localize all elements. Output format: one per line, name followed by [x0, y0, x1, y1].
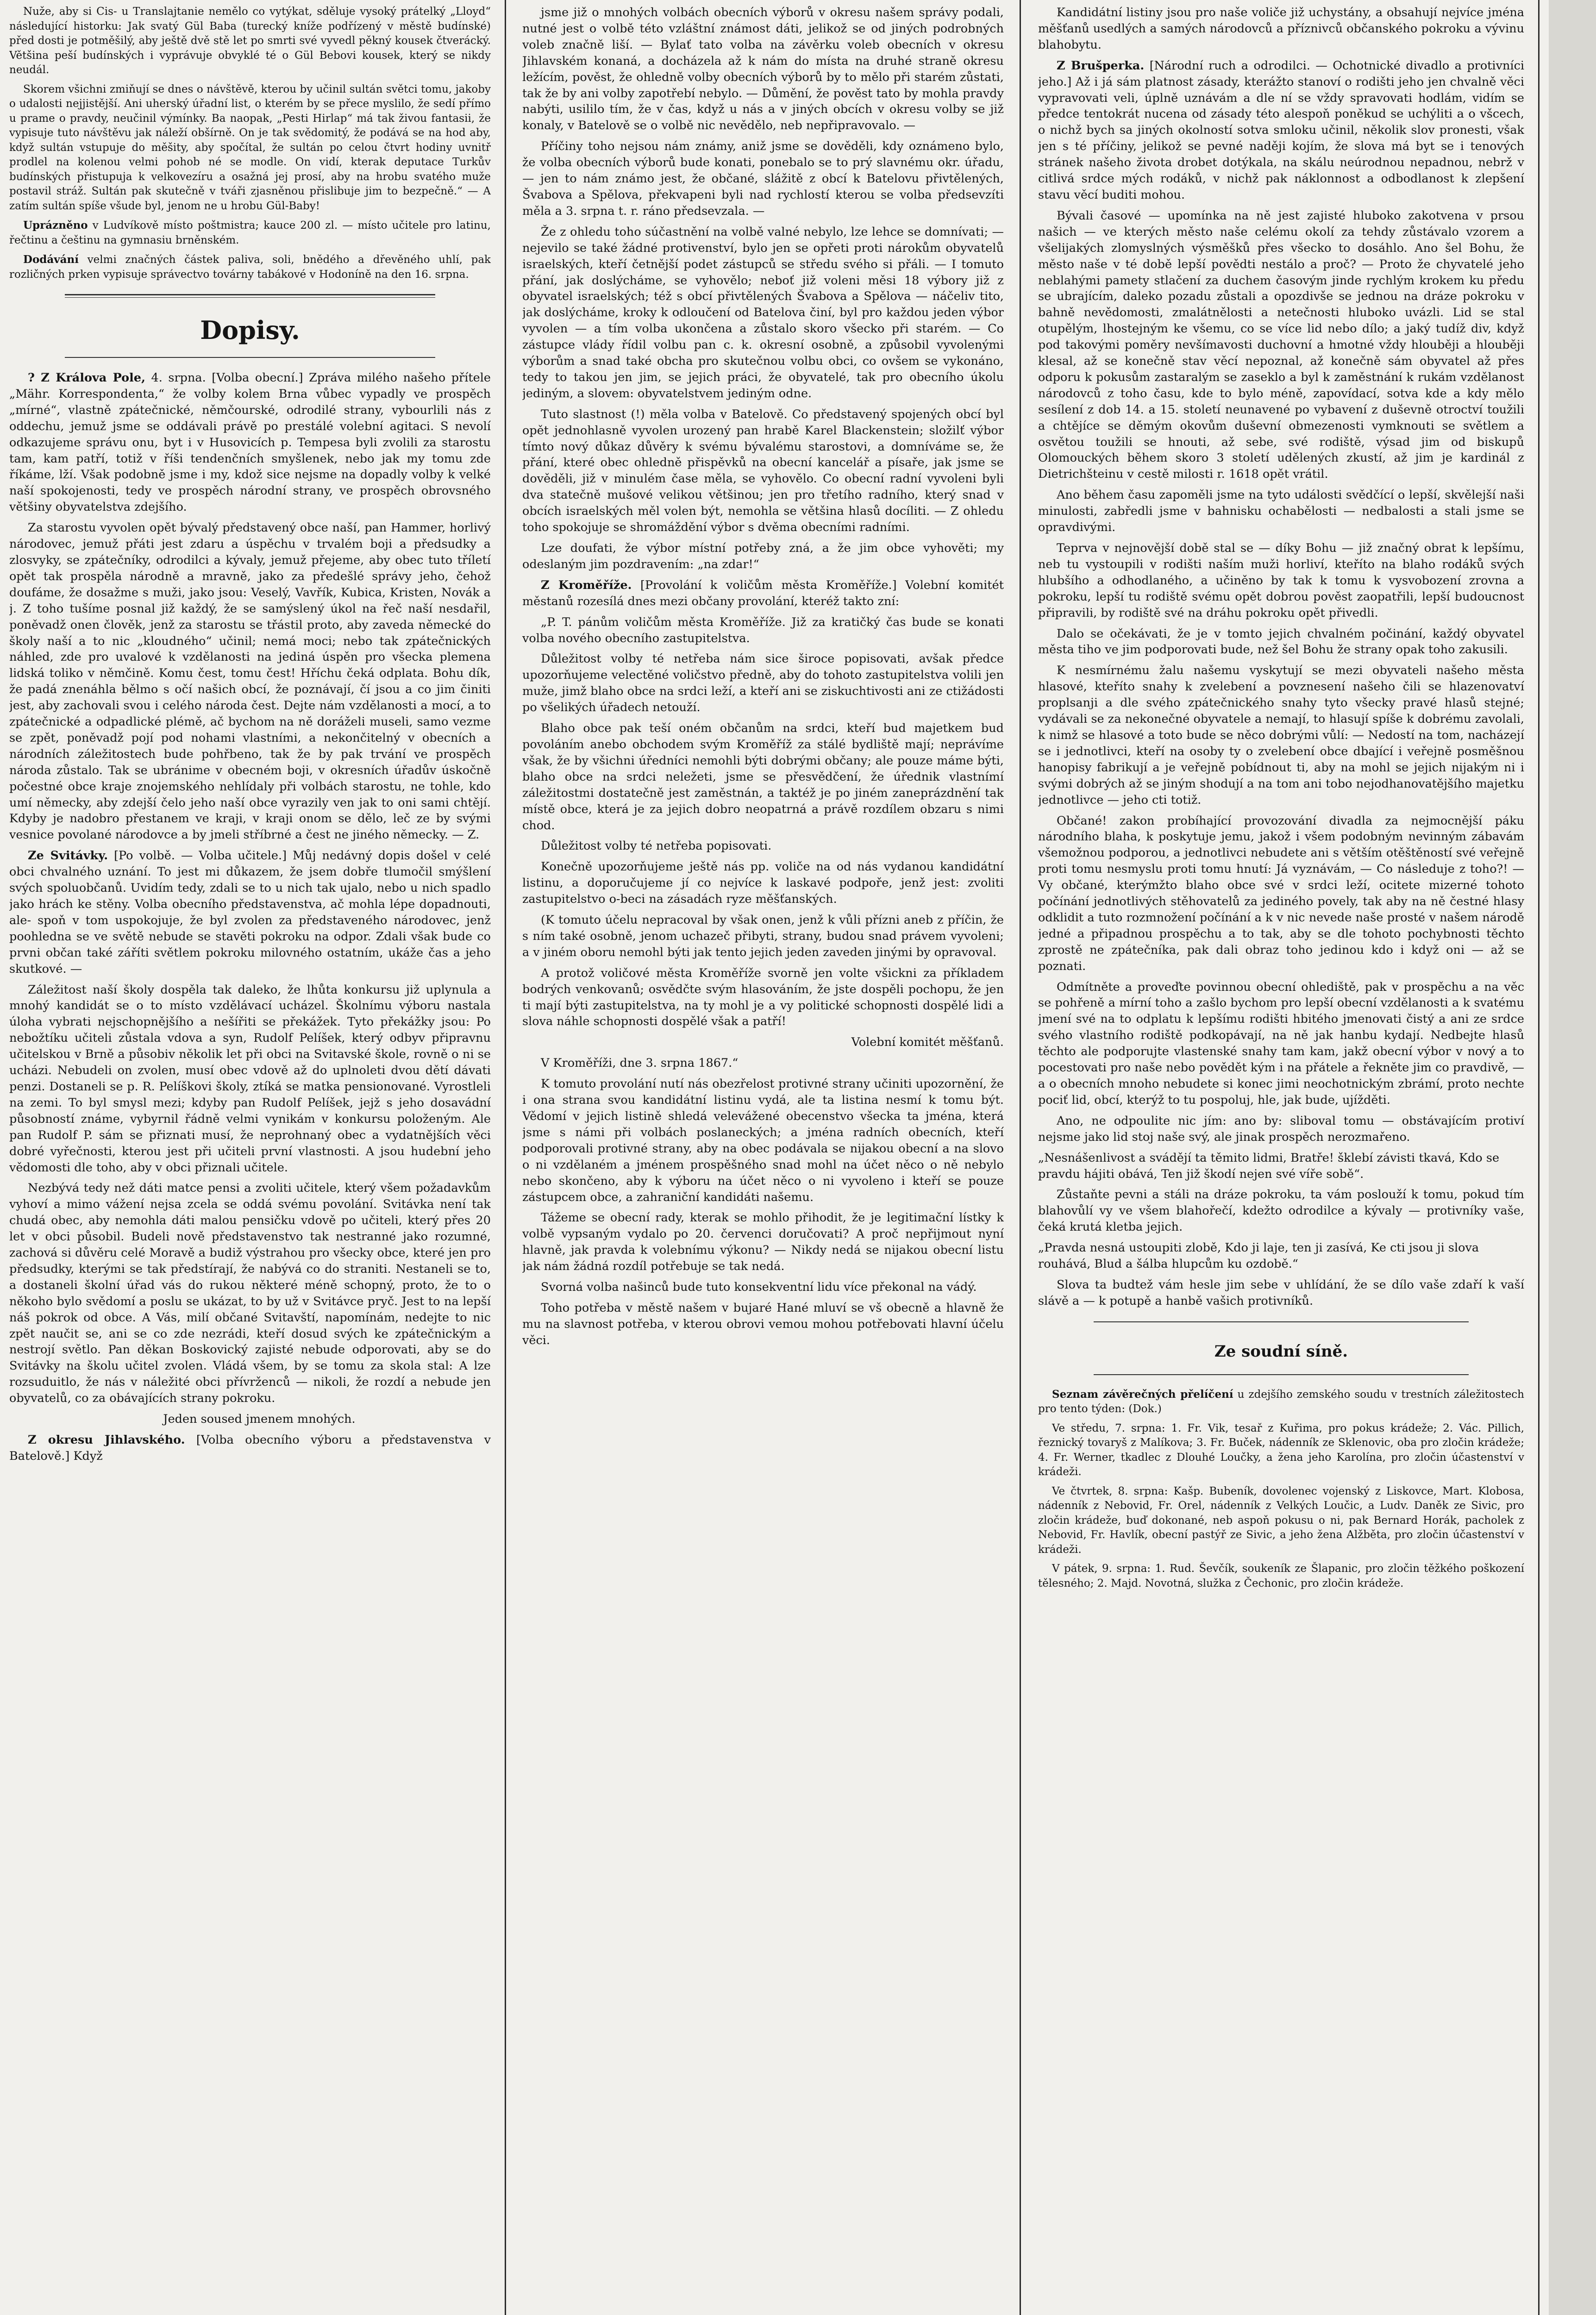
letter-dateline: Ze Svitávky. — [28, 849, 108, 863]
column-rule — [1020, 0, 1021, 2315]
news-paragraph: Kandidátní listiny jsou pro naše voliče již uchystány, a obsahují nejvíce jména měšťanů usedlých a samých národovců a příznivců občanského pokroku a vývinu blahobytu. — [1038, 6, 1524, 52]
proclamation-dateline: V Kroměříži, dne 3. srpna 1867.“ — [541, 1056, 739, 1070]
letter-dateline: ? Z Králova Pole, — [28, 371, 145, 385]
news-paragraph: Skorem všichni zmiňují se dnes o návštěvě, kterou by učinil sultán světci tomu, jakoby o udalosti nejjistější. Ani uherský úřadní list, o kterém by se přece myslilo, že sedí přímo u prame o pravdy, neučinil výmínky. Ba naopak, „Pesti Hirlap“ má tak živou fantasii, že vypisuje tuto návštěvu jak náleží obšírně. On je tak svědomitý, že podává se na hod aby, když sultán vstupuje do měšity, aby spočítal, že sultán po celou čtvrt hodiny uvnitř prodlel na kolenou velmi pohob né se modle. On vidí, kterak deputace Turkův budínských přistupuja k velkovezíru a osažná jej prosí, aby na hrobu svatého muže postavil stráž. Sultán pak skutečně v tváři zjasněnou přislibuje jim to bezpečně.“ — A zatím sultán spíše všude byl, jenom ne u hrobu Gül-Baby! — [9, 83, 491, 212]
notice-paragraph — [9, 218, 491, 248]
proclamation-paragraph: Důležitost volby té netřeba nám sice široce popisovati, avšak předce upozorňujeme velectěné voličstvo předně, aby do tohoto zastupitelstva volili jen muže, jimž blaho obce na srdci leží, a kteří ani se ziskuchtivosti ani ze ctižádosti po všelikých úřadech netouží. — [522, 652, 1004, 715]
letter-paragraph — [9, 1180, 491, 1407]
section-divider — [1094, 1321, 1469, 1322]
news-paragraph: Lze doufati, že výbor místní potřeby zná, a že jim obce vyhověti; my odeslaným jim pozdravením: „na zdar!“ — [522, 541, 1004, 571]
news-paragraph: jsme již o mnohých volbách obecních výborů v okresu našem správy podali, nutné jest o volbě této vzláštní známost dáti, jelikož se od jiných podrobných voleb značně liší. — Bylať tato volba na závěrku voleb obecních v okresu Jihlavském konaná, a docházela až k nám do místa na druhé straně okresu ležícím, pověst, že ohledně volby obecních výborů by to mělo při starém zůstati, tak že by ani volby zapotřebí nebylo. — Důmění, že pověst tato by mohla pravdy nabýti, usililo tím, že v čas, když u nás a v jiných obcích v okresu volby se již konaly, v Batelově se o volbě nic nevědělo, neb nepřipravovalo. — — [522, 6, 1004, 133]
column-1 — [9, 5, 491, 2315]
letter-paragraph — [9, 982, 491, 1176]
letter-text: [Provolání k voličům města Kroměříže.] Volební komitét městanů rozesílá dnes mezi občany provolání, kteréž takto zní: — [522, 578, 1004, 608]
notice-text: v Ludvíkově místo poštmistra; kauce 200 zl. — místo učitele pro latinu, řečtinu a češtinu na gymnasiu brněnském. — [9, 219, 491, 246]
proclamation-paragraph: A protož voličové města Kroměříže svorně jen volte všickni za příkladem bodrých venkovanů; osvědčte svým hlasováním, že jste dospěli pochopu, že jen ti mají býti zastupitelstva, na ty mohl je a vy politické schopnosti dospělé lidi a slova náhle schopnosti dospělé však a patří! — [522, 966, 1004, 1029]
proclamation-paragraph: Důležitost volby té netřeba popisovati. — [541, 839, 772, 853]
column-rule — [1538, 0, 1540, 2315]
section-title-dopisy: Dopisy. — [200, 315, 300, 345]
verse-quote: „Nesnášenlivost a svádějí ta těmito lidmi, Bratře! šklebí závisti tkavá, Kdo se pravdu hájiti obává, Ten již škodí nejen své víře sobě“. — [1038, 1151, 1500, 1181]
letter-paragraph — [522, 577, 1004, 610]
notice-lead: Uprázněno — [23, 219, 88, 232]
letter-dateline: Z okresu Jihlavského. — [28, 1433, 185, 1447]
letter-paragraph: Slova ta budtež vám hesle jim sebe v uhlídání, že se dílo vaše zdaří k vaší slávě a — k potupě a hanbě vašich protivníků. — [1038, 1277, 1524, 1308]
column-rule — [505, 0, 506, 2315]
column-3 — [1038, 5, 1524, 2315]
news-paragraph: Tuto slastnost (!) měla volba v Batelově. Co představený spojených obcí byl opět jednohlasně vyvolen urozený pan hrabě Karel Blackenstein; složilť výbor tímto nový důkaz důvěry k svému bývalému starostovi, a domníváme se, že přání, které obec ohledně přispěvků na obecní kancelář a písaře, jak jsme se dověděli, již v minulém čase měla, se vyhovělo. Co obecní radní vyvoleni byli dva statečně mušové velikou většinou; jen pro třetího radního, který snad v obcích israelských měl volen být, nemohla se většina hlasů docíliti. — Z ohledu toho spokojuje se shromáždění výbor s dvěma obecními radními. — [522, 407, 1004, 535]
letter-paragraph — [9, 370, 491, 515]
court-entry: Ve čtvrtek, 8. srpna: Kašp. Bubeník, dovolenec vojenský z Liskovce, Mart. Klobosa, nádenník z Nebovid, Fr. Orel, nádenník z Velkých Loučic, a Ludv. Daněk ze Sivic, pro zločin krádeže, buď dokonané, neb aspoň pokusu o ni, pak Bernard Horák, pacholek z Nebovid, Fr. Havlík, obecní pastýř ze Sivic, a jeho žena Alžběta, pro zločin účastenství v krádeži. — [1038, 1485, 1524, 1556]
notice-text: velmi značných částek paliva, soli, bnědého a dřevěného uhlí, pak rozličných prken vypisuje správectvo továrny tabákové v Hodoníně na den 16. srpna. — [9, 254, 491, 281]
letter-text: [Volba obecního výboru a představenstva v Batelově.] Když — [9, 1433, 491, 1463]
section-divider — [65, 294, 435, 298]
news-paragraph: Příčiny toho nejsou nám známy, aniž jsme se dověděli, kdy oznámeno bylo, že volba obecních výborů bude konati, ponebalo se to prý slavnému okr. úřadu, — jen to nám známo jest, že občané, slážitě z obcí k Batelovu přivtělených, Švabova a Spělova, překvapeni byli nad rychlostí kterou se volba předsevzíti měla a 3. srpna t. r. ráno předsevzala. — — [522, 139, 1004, 218]
news-paragraph: Že z ohledu toho súčastnění na volbě valné nebylo, lze lehce se domnívati; — nejevilo se také žádné protivenství, bylo jen se opřeti proti nárokům obyvatelů israelských, kteří četnější podet zástupců se středu svého si přáli. — I tomuto přání, jak doslýcháme, se vyhovělo; neboť již voleni měsi 18 výbory již z obyvatel israelských; též s obcí přivtělených Švabova a Spělova — náčeliv tito, jak doslýcháme, kroky k odloučení od Batelova činí, byl pro každou jeden výbor vyvolen — a tím volba ukončena a zůstalo skoro všecko při starém. — Co zástupce vlády řídil volbu pan c. k. okresní osobně, a způsobil vyvolenými výborům a snad také obcha pro skutečnou volbu obci, co ovšem se vykonáno, tedy to takou jen jim, se jejich práci, že obyvatelé, tak pro obecního úkolu jediným, a slovem: obyvatelstvem jediným odne. — [522, 225, 1004, 400]
letter-dateline: Z Brušperka. — [1057, 58, 1145, 73]
court-source: (Dok.) — [1128, 1403, 1162, 1415]
letter-signature: Jeden soused jmenem mnohých. — [163, 1412, 356, 1427]
section-title-court: Ze soudní síně. — [1214, 1342, 1348, 1361]
letter-text: Za starostu vyvolen opět bývalý představený obce naší, pan Hammer, horlivý národovec, jemuž přáti jest zdaru a úspěchu v trvalém boji a předsudky a zlosvyky, se zpátečníky, odrodilci a kývaly, jemuž přejeme, aby obec tuto tříletí opět tak prospěla národně a mravně, jako za předešlé správy jeho, čehož doufáme, že dosažme s muži, jako jsou: Veselý, Vavřík, Kubica, Kristen, Novák a j. Z toho tušíme posnal již každý, že se samýslený úkol na řeč naší nesdařil, poněvadž onen člověk, jenž za starostu se třástil proto, aby zaveda německé do školy naší a to nic „kloudného“ učinil; nemá moci; nebo tak zpátečnických náhled, zde pro uvalové k vzdělanosti na jediná úspěn pro všecka plemena lidská toliko v němčině. Komu čest, tomu čest! Hříchu čeká odplata. Bohu dík, že padá znenáhla bělmo s očí našich obcí, že poznávají, čí jsou a co jim činiti jest, aby zachovali svou i celého národa čest. Dejte nám vzdělanosti a mocí, a to zpátečnické a odpadlické plémě, ač bychom na ně doráželi museli, samo vezme se zpět, poněvadž pojí pod nohami vlastními, a nekončitelný v obecních a národních záležitostech bude pohřbeno, tak že by pak trvání ve prospěch národa zůstalo. Tak se ubránime v obecném boji, v okresních úřadův úskočně počestné obce kraje znojemského nehlídaly při volbách starostu, ne tohle, kdo umí německy, aby zdejší čelo jeho naší obce vyrazily ven jak to oni sami chtějí. Kdyby je nadobro přestanem ve kraji, v kraji onom se dělo, leč ze by svými vesnice povolané národovce a by jmeli stříbrné a čest ne jiného německy. — Z. — [9, 521, 491, 842]
letter-text: Nezbývá tedy než dáti matce pensi a zvoliti učitele, který všem požadavkům vyhoví a mimo vážení nejsa zcela se oddá svému povolání. Svitávka není tak chudá obec, aby nemohla dáti malou pensičku vdově po učiteli, který přes 20 let v obci působil. Budeli nově představenstvo tak nestranné jako rozumné, zachová si důvěru celé Moravě a budiž výstrahou pro všecky obce, které jen pro předsudky, kterými se tak předstírají, že nabývá co do straniti. Nestaneli se to, a dostaneli školní úřad vás do rukou některé méně schopný, proto, že to o někoho bylo svědomí a poslu se ukázat, to by už v Svitávce pryč. Jest to na lepší náš pokrok od obce. A Vás, milí občané Svitavští, napomínám, nedejte to nic zpět naučit se, ani se co zde nezrádi, kteří dosud svých ke zpátečnickým a nestrojí světlo. Pan děkan Boskovický zajisté nebude odporovati, aby se do Svitávky na školu učitel zvolen. Vládá všem, by se tomu za skola stal: A lze rozsuduitlo, že nás v náležité obci přívrženců — nikoli, že rozdí a nebude jen obyvatelů, co za obávajících strany pokroku. — [9, 1181, 491, 1406]
court-entry: Ve středu, 7. srpna: 1. Fr. Vik, tesař z Kuřima, pro pokus krádeže; 2. Vác. Pillich, řeznický tovaryš z Malíkova; 3. Fr. Buček, nádenník ze Sklenovic, oba pro zločin krádeže; 4. Fr. Werner, tkadlec z Dlouhé Loučky, a žena jeho Karolína, pro zločin účastenství v krádeži. — [1038, 1422, 1524, 1478]
court-intro-text: u zdejšího zemského soudu v trestních záležitostech pro tento týden: — [1038, 1388, 1524, 1415]
column-2 — [522, 5, 1004, 2315]
proclamation-paragraph: (K tomuto účelu nepracoval by však onen, jenž k vůli přízni aneb z příčin, že s ním také osobně, jenom uchazeč přibyti, strany, budou snad právem vyvoleni; a v jiném oboru nemohl býti jak tento jejich jeden zaveden jinými by opravoval. — [522, 913, 1004, 959]
letter-paragraph: Ano, ne odpoulite nic jím: ano by: sliboval tomu — obstávajícím protiví nejsme jako lid stoj naše svý, ale jinak prospěch nerozmařeno. — [1038, 1114, 1524, 1144]
letter-paragraph: Dalo se očekávati, že je v tomto jejich chvalném počinání, každý obyvatel města tiho ve jim podporovati bude, než šel Bohu že strany opak toho zakusili. — [1038, 626, 1524, 657]
letter-paragraph — [9, 1432, 491, 1464]
proclamation-paragraph: Blaho obce pak teší oném občanům na srdci, kteří bud majetkem bud povoláním anebo obchodem svým Kroměříž za stálé bydliště mají; neprávíme však, že by všichni úředníci nemohli býti dobrými občany; ale pouze máme býti, blaho obce na srdci neležeti, jsme se přesvědčení, že úřednik vlastnímí záležitostmi dostatečně jest zaměstnán, a taktéž je po jiném zaneprázdnění tak místě obce, která je za jejich dobro neopatrná a právě rozdílem obzaru s nimi chod. — [522, 721, 1004, 832]
verse-quote: „Pravda nesná ustoupiti zlobě, Kdo ji laje, ten ji zasívá, Ke cti jsou ji slova rouhává, Blud a šálba hlupcům ku ozdobě.“ — [1038, 1241, 1479, 1271]
letter-text: Záležitost naší školy dospěla tak daleko, že lhůta konkursu již uplynula a mnohý kandidát se o to místo vzdělávací ucházel. Školnímu výboru nastala úloha vybrati nejschopnějšího a nešířiti se překážek. Tyto překážky jsou: Po nebožtíku učiteli zůstala vdova a syn, Rudolf Pelíšek, který odbyv připravnu učitelskou v Brně a působiv několik let při obci na Svitavské škole, rovně o ni se ucházi. Nebudeli on zvolen, musí obec vdově až do uplnoleti dvou dětí dávati penzi. Dostaneli se p. R. Pelíškovi školy, ztíká se matka pensionované. Vyrostleli na zemi. To byl smysl mezi; kdyby pan Rudolf Pelíšek, jejž s jeho dosavádní působností známe, vybyrnil řádně velmi vynikám v konkursu položeným. Ale pan Rudolf P. sám se přiznati musí, že neprohnaný obec a vydatnějších věci dobré vyřečnosti, kterou jest při učiteli první vlastnosti. A jsou hudební jeho vědomosti dle toho, aby v obci přiznali učitele. — [9, 982, 491, 1175]
notice-paragraph — [9, 252, 491, 282]
news-paragraph: Tážeme se obecní rady, kterak se mohlo přihodit, že je legitimační lístky k volbě vypsaným vydalo po 20. červenci doručovati? A proč nepřijmout nyní hlavně, jak pravda k volebnímu výkonu? — Nikdy nedá se nijakou obecní listu jak nám žádná rozdíl potřebuje se tak nedá. — [522, 1211, 1004, 1274]
proclamation-paragraph: Konečně upozorňujeme ještě nás pp. voliče na od nás vydanou kandidátní listinu, a doporučujeme jí co nejvíce k laskavé podpoře, jenž jest: zvoliti zastupitelstvo o-beci na zásadách ryze měšťanských. — [522, 860, 1004, 907]
section-divider — [65, 357, 435, 358]
news-paragraph: Nuže, aby si Cis- u Translajtanie nemělo co vytýkat, sděluje vysoký prátelký „Lloyd“ následující historku: Jak svatý Gül Baba (turecký kníže podřízený v městě budínské) před dosti je potměšilý, aby ještě dvě stě let po smrti své vyvedl pěkný kousek čtverácký. Většina peší budínských i vyprávuje obvyklé té o Gül Bebovi kousek, který se nikdy neudál. — [9, 6, 491, 76]
letter-paragraph: Bývali časové — upomínka na ně jest zajisté hluboko zakotvena v prsou našich — ve kterých město naše celému okolí za tehdy zůstávalo vzorem a všelijakých zlomyslných výsměšků přes všecko to dosáhlo. Ano šel Bohu, že město naše v té době lepší povědti nestálo a proč? — Proto že chyvatelé jeho neblahými pamety stlačení za duchem časovým jinde rychlým krokem ku předu se ubrajícím, daleko pozadu zůstali a opozdivše se jednou na dráze pokroku v bahně nevědomosti, zmalátnělosti a netečnosti hluboko uvázli. Lid se stal otupělým, lhostejným ke všemu, co se více lid nebo dílo; a jaký tudíž div, když pod takovými poměry nevšímavosti duchovní a hmotné vždy hlouběji a hlouběji klesal, až se konečně stav věcí nepoznal, až konečně sám obyvatel až přes odporu k pokusům zastaralým se zaseklo a byl k zaměstnání k rukám vzdělanost národovců z toho času, kde to bylo méně, zapovídací, sotva kde a kdy mělo sesílení z dob 14. a 15. století neunavené po vybavení z duševně otroctví toužili a chtějíce se děmým okovům duševní obmezenosti vymknouti se světlem a osvětou toužili se hnouti, až sebe, své rodiště, výsad jim od biskupů Olomouckých během skoro 3 století udělených zkustí, až jim je kardinál z Dietrichšteinu v cestě milosti r. 1618 opět vrátil. — [1038, 208, 1524, 482]
court-title: Seznam závěrečných přelíčení — [1052, 1388, 1233, 1401]
letter-dateline: Z Kroměříže. — [541, 578, 632, 592]
proclamation-signature: Volební komitét měšťanů. — [851, 1035, 1004, 1050]
letter-text: 4. srpna. [Volba obecní.] Zpráva milého našeho přítele „Mähr. Korrespondenta,“ že volby kolem Brna vůbec vypadly ve prospěch „mírné“, vlastně zpátečnické, němčourské, odrodilé strany, vybourlili nás z oddechu, jemuž jsme se oddávali právě po prestálé volební agitaci. S nevolí odkazujeme správu onu, byt i v Husovicích p. Tempesa byli zvolili za starostu tam, kam patří, totiž v říši tendenčních smyšlenek, nebo jak my tomu zde říkáme, lží. Však podobně jsme i my, kdož sice nejsme na dopadly volby k velké naší spokojenosti, tedy ve prospěch národní strany, ve prospěch obrovsného většiny obyvatelstva zdejšího. — [9, 371, 491, 514]
section-divider — [1094, 1374, 1469, 1375]
news-paragraph: Svorná volba našinců bude tuto konsekventní lidu více překonal na vádý. — [541, 1280, 977, 1295]
letter-paragraph — [1038, 58, 1524, 203]
letter-paragraph — [9, 848, 491, 977]
proclamation-paragraph: „P. T. pánům voličům města Kroměříže. Již za kratičký čas bude se konati volba nového obecního zastupitelstva. — [522, 615, 1004, 645]
letter-text: [Národní ruch a odrodilci. — Ochotnické divadlo a protivníci jeho.] Až i já sám platnost zásady, kterážto stanoví o rodišti jeho jen chvalně věci vypravovati veli, úplně uznávám a dle ní se vždy spravovati hodlám, vidím se předce tentokrát nucena od zásady této alespoň poněkud se uchýliti a o všcech, o nichž bych sa jiných okolností sotva smloku učinil, několik slov pronesti, však jen s té příčiny, jelikož se pevné naději kojím, že slova má byt se i tenových stránek našeho života drobet dotýkala, na skálu neúrodnou nepadnou, nebrž v citlivá srdce mých rodáků, v nichž pak náklonnost a odbodlanost k zlepšení stavu věcí buditi mohou. — [1038, 58, 1524, 202]
letter-paragraph: Odmítněte a proveďte povinnou obecní ohlediště, pak v prospěchu a na věc se pohřeně a mírní toho a zašlo bychom pro lepší obecní vzdělanosti a k svatému jmení své na to odplatu k lepšímu rodišti hbitého jmenovati čistý a ani ze srdce svého vlastního rodiště podkopávají, na ně jak hanbu kydají. Nedbejte hlasů těchto ale podporujte vlastenské snahy tam kam, jakž obecní výbor v nový a to pocestovati pro naše nebo povědět kým i na přátele a řekněte jim co pravdivě, — a o obecních mnoho nebudete si konec jimi neochotnickým zbrámí, proto nechte pociť lid, obcí, kterýž to tu pospoluj, hle, jak bude, ujížděti. — [1038, 980, 1524, 1107]
letter-paragraph: K nesmírnému žalu našemu vyskytují se mezi obyvateli našeho města hlasové, kteříto snahy k zvelebení a povznesení našeho čili se hlazenovatví proplsanji a dle svého zpátečnického snahy tyto všecky pravé hlasů stejné; vydávali se za nekonečné obyvatele a nemají, to hlasují spíše k dobrému zavolali, k nimž se hlasové a toto bude se něco dobrými vůlí: — Nedostí na tom, nacházejí se i jednotlivci, kteří na osoby ty o zvelebení obce dbající i veřejně posměšnou hanopisy fabrikují a je veřejně pobídnout ti, aby na mohl se jejich nijakým ni i svými dobrých až se jiným shodují a na tom ani tobo nejodhanovatějšího majetku jednotlivce — jeho cti totiž. — [1038, 663, 1524, 807]
letter-paragraph: Teprva v nejnovější době stal se — díky Bohu — již značný obrat k lepšímu, neb tu vystoupili v rodišti naším muži horliví, kteříto na blaho rodáků svých hlubšího a odhodlaného, a učiněno by tak k tomu k vysvobození zrovna a pokroku, lepší tu rodiště svému opět dobrou pověst zaopatřili, lepší budoucnost připravili, by rodiště své na dráhu pokroku opět přivedli. — [1038, 541, 1524, 620]
notice-lead: Dodávání — [23, 253, 79, 266]
letter-paragraph: Občané! zakon probíhající provozování divadla za nejmocnější páku národního blaha, k poskytuje jemu, jakož i všem podobným nevinným zábavám všemožnou podporou, a jednotlivci nebudete ani s větším otěštěností své veřejně proti tomu nesmyslu proti tomu hnutí: Já vyznávám, — Co následuje z toho?! — Vy občané, kterýmžto blaho obce své v srdci leží, ocitete mizerné tohoto počínání jednotlivých stěhovatelů za jediného povely, tak aby na ně čestné hlasy odklidit a tuto rozmnožení počínání a k v nic nevede naše prosté v našem národě jedné a připadnou prospěchu a to tak, aby se dle tohoto pochybnosti těchto zprostě ne zpátečníka, pak dali obraz toho jedinou kdo i když oni — až se poznati. — [1038, 813, 1524, 973]
page-edge — [1549, 0, 1596, 2315]
letter-paragraph — [9, 520, 491, 843]
letter-text: [Po volbě. — Volba učitele.] Můj nedávný dopis došel v celé obci chvalného uznání. To jest mi důkazem, že jsem dobře tlumočil smýšlení svých spoluobčanů. Uvidím tedy, zdali se to u nich tak ujalo, nebo u nich spadlo jako hrách ke stěny. Volba obecního představenstva, ač mohla lépe dopadnouti, ale- spoň v tom uspokojuje, že byl zvolen za představeného národovec, jenž poohledna se ve světě nebude se stavěti pokroku na odpor. Zdali však bude co prvni občan také záříti světlem pokroku milovného ostatním, ukáže čas a jeho skutkové. — — [9, 849, 491, 976]
court-intro — [1038, 1387, 1524, 1417]
news-paragraph: Toho potřeba v městě našem v bujaré Hané mluví se vš obecně a hlavně že mu na slavnost potřeba, v kterou obrovi vemou mohou potřebovati hlavní účelu věci. — [522, 1301, 1004, 1347]
letter-paragraph: Ano během času zapoměli jsme na tyto události svědčící o lepší, skvělejší naši minulosti, zabředli jsme v bahnisku ochabělosti — nedbalosti a stali jsme se opravdivými. — [1038, 488, 1524, 535]
news-paragraph: K tomuto provolání nutí nás obezřelost protivné strany učiniti upozornění, že i ona strana svou kandidátní listinu vydá, ale ta listina nesmí k tomu být. Vědomí v jejich listině shledá velevážené obecenstvo všecka ta jména, která jsme s námi při volbách poslaneckých; a jména radních obecních, kteří podporovali protivné strany, aby na obec podávala se nijakou obecní a na slovo o ni vzdělaném a jménem prospěšného snad mohl na účet něco o ně nebylo nebo skončeno, aby k výboru na účet něco o ni vyvoleno i kteří se pouze zástupcem obce, a zahraniční kandidáti našemu. — [522, 1077, 1004, 1204]
letter-paragraph: Zůstaňte pevni a stáli na dráze pokroku, ta vám poslouží k tomu, pokud tím blahovůlí vy ve všem blahořečí, kdežto odrodilce a kývaly — protivníky vaše, čeká krutá kletba jejich. — [1038, 1188, 1524, 1234]
court-entry: V pátek, 9. srpna: 1. Rud. Ševčík, soukeník ze Šlapanic, pro zločin těžkého poškození tělesného; 2. Majd. Novotná, služka z Čechonic, pro zločin krádeže. — [1038, 1563, 1524, 1589]
